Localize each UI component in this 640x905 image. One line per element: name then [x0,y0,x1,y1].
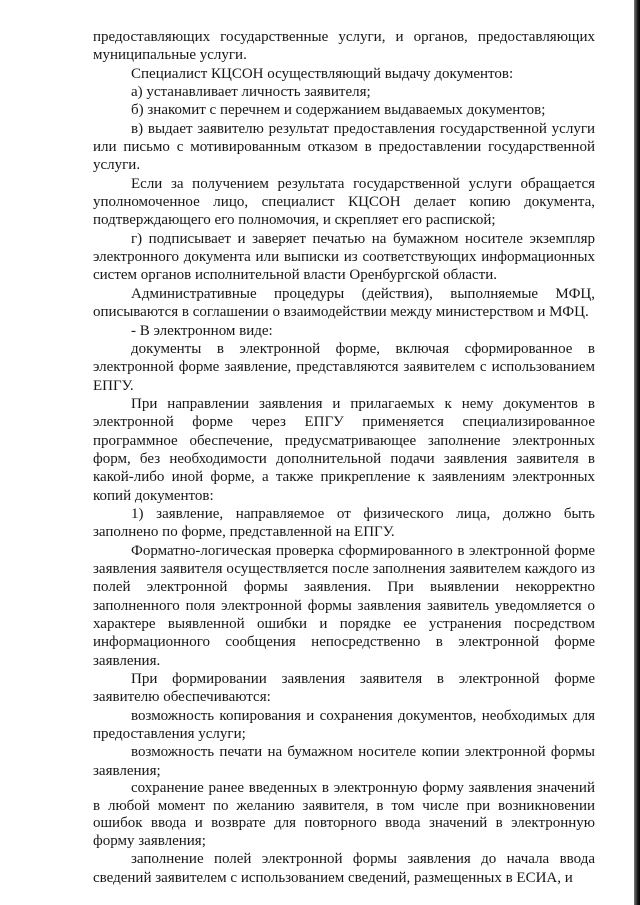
list-item: 1) заявление, направляемое от физического лица, должно быть заполнено по форме, представленной на ЕПГУ. [93,505,595,541]
paragraph-continuation: предоставляющих государственные услуги, и органов, предоставляющих муниципальные услуги. [93,29,595,64]
document-page [93,28,595,887]
paragraph: документы в электронной форме, включая сформированное в электронной форме заявление, представляются заявителем с использованием ЕПГУ. [93,340,595,394]
paragraph: Форматно-логическая проверка сформированного в электронной форме заявления заявителя осуществляется после заполнения заявителем каждого из полей электронной формы заявления. При выявлении некорректно заполненного поля электронной формы заявления заявитель уведомляется о характере выявленной ошибки и порядке ее устранения посредством информационного сообщения непосредственно в электронной форме заявления. [93,542,595,669]
list-item: заполнение полей электронной формы заявления до начала ввода сведений заявителем с использованием сведений, размещенных в ЕСИА, и [93,851,595,886]
paragraph: Специалист КЦСОН осуществляющий выдачу документов: [131,65,514,82]
list-item: б) знакомит с перечнем и содержанием выдаваемых документов; [131,102,546,119]
scan-edge-shadow [634,0,640,905]
list-item: в) выдает заявителю результат предоставления государственной услуги или письмо с мотивированным отказом в предоставлении государственной услуги. [93,120,595,174]
paragraph: Административные процедуры (действия), выполняемые МФЦ, описываются в соглашении о взаимодействии между министерством и МФЦ. [93,285,595,321]
list-item: г) подписывает и заверяет печатью на бумажном носителе экземпляр электронного документа или выписки из соответствующих информационных систем органов исполнительной власти Оренбургской области. [93,230,595,284]
list-item: а) устанавливает личность заявителя; [131,84,371,101]
list-item: возможность копирования и сохранения документов, необходимых для предоставления услуги; [93,707,595,743]
list-item: возможность печати на бумажном носителе копии электронной формы заявления; [93,744,595,779]
list-item: сохранение ранее введенных в электронную форму заявления значений в любой момент по желанию заявителя, в том числе при возникновении ошибок ввода и возврате для повторного ввода значений в электронную форму заявления; [93,780,595,849]
paragraph: При направлении заявления и прилагаемых к нему документов в электронной форме через ЕПГУ применяется специализированное программное обеспечение, предусматривающее заполнение электронных форм, без необходимости дополнительной подачи заявления заявителя в какой-либо иной форме, а также прикрепление к заявлениям электронных копий документов: [93,395,595,504]
paragraph: - В электронном виде: [131,322,273,339]
paragraph: Если за получением результата государственной услуги обращается уполномоченное лицо, специалист КЦСОН делает копию документа, подтверждающего его полномочия, и скрепляет его распиской; [93,175,595,229]
paragraph: При формировании заявления заявителя в электронной форме заявителю обеспечиваются: [93,671,595,706]
